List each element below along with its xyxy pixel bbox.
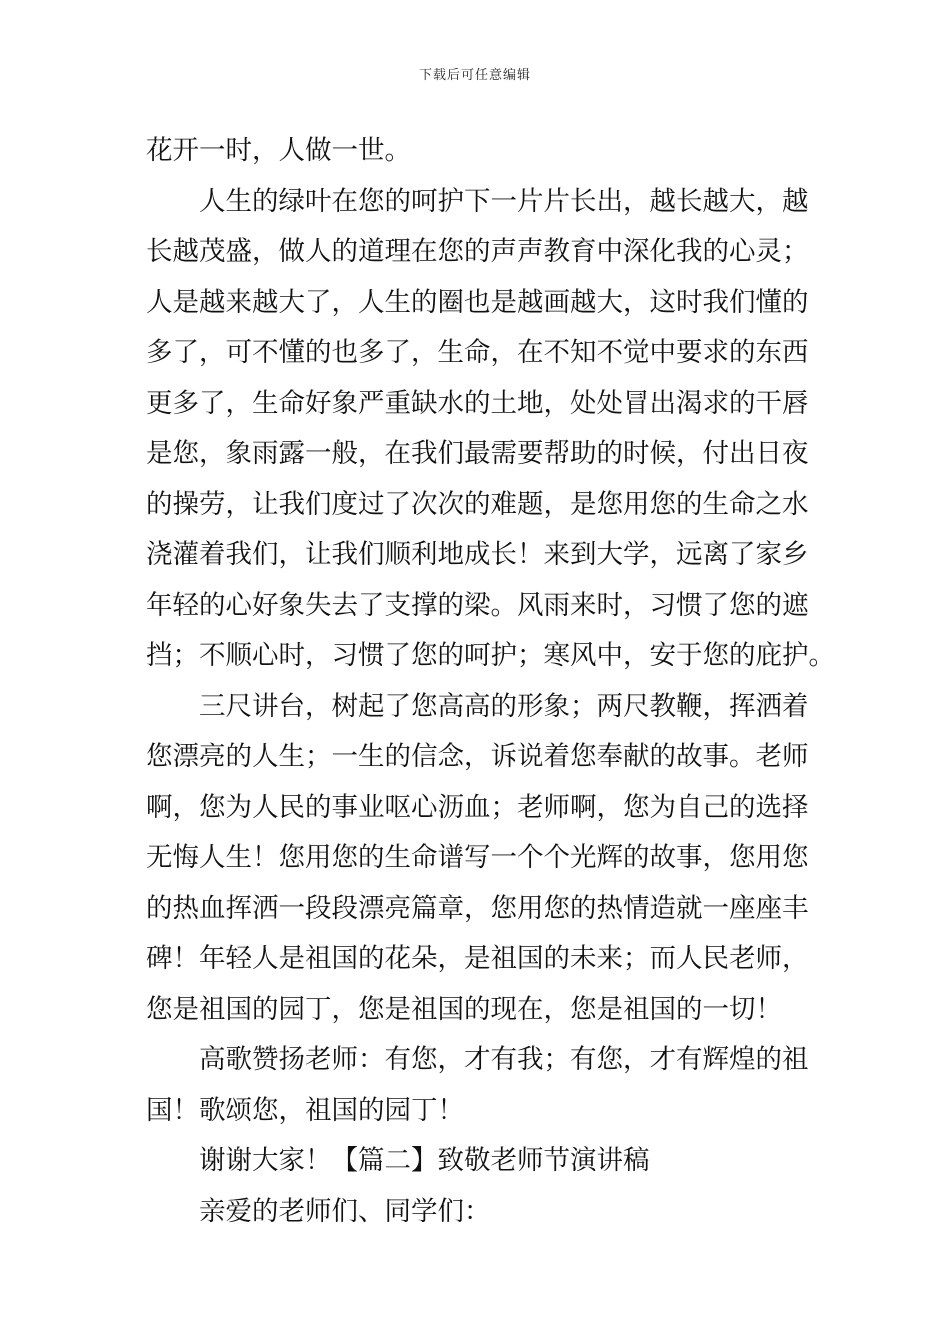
text-line: 浇灌着我们，让我们顺利地成长！来到大学，远离了家乡	[146, 539, 809, 570]
text-line: 年轻的心好象失去了支撑的梁。风雨来时，习惯了您的遮	[146, 589, 809, 621]
text-line: 挡；不顺心时，习惯了您的呵护；寒风中，安于您的庇护。	[146, 640, 835, 671]
text-line: 您是祖国的园丁，您是祖国的现在，您是祖国的一切！	[146, 993, 782, 1025]
text-line: 高歌赞扬老师：有您，才有我；有您，才有辉煌的祖	[199, 1044, 809, 1075]
text-line: 花开一时，人做一世。	[146, 135, 411, 166]
text-line: 人生的绿叶在您的呵护下一片片长出，越长越大，越	[199, 185, 809, 217]
text-line: 的热血挥洒一段段漂亮篇章，您用您的热情造就一座座丰	[146, 892, 809, 924]
text-line: 亲爱的老师们、同学们：	[199, 1195, 491, 1227]
page-header: 下载后可任意编辑	[418, 68, 531, 83]
text-line: 您漂亮的人生；一生的信念，诉说着您奉献的故事。老师	[146, 741, 809, 772]
document-body	[146, 126, 835, 1237]
text-line: 多了，可不懂的也多了，生命，在不知不觉中要求的东西	[146, 337, 809, 368]
text-line: 是您，象雨露一般，在我们最需要帮助的时候，付出日夜	[146, 438, 809, 469]
text-line: 无悔人生！您用您的生命谱写一个个光辉的故事，您用您	[146, 842, 809, 873]
text-line: 碑！年轻人是祖国的花朵，是祖国的未来；而人民老师，	[146, 943, 809, 974]
text-line: 的操劳，让我们度过了次次的难题，是您用您的生命之水	[146, 488, 809, 520]
text-line: 国！歌颂您，祖国的园丁！	[146, 1094, 464, 1126]
text-line: 更多了，生命好象严重缺水的土地，处处冒出渴求的干唇	[146, 387, 809, 419]
text-line: 谢谢大家！【篇二】致敬老师节演讲稿	[199, 1145, 650, 1176]
text-line: 长越茂盛，做人的道理在您的声声教育中深化我的心灵；	[146, 236, 809, 267]
text-line: 三尺讲台，树起了您高高的形象；两尺教鞭，挥洒着	[199, 690, 809, 722]
text-line: 啊，您为人民的事业呕心沥血；老师啊，您为自己的选择	[146, 791, 809, 823]
text-line: 人是越来越大了，人生的圈也是越画越大，这时我们懂的	[146, 286, 809, 318]
